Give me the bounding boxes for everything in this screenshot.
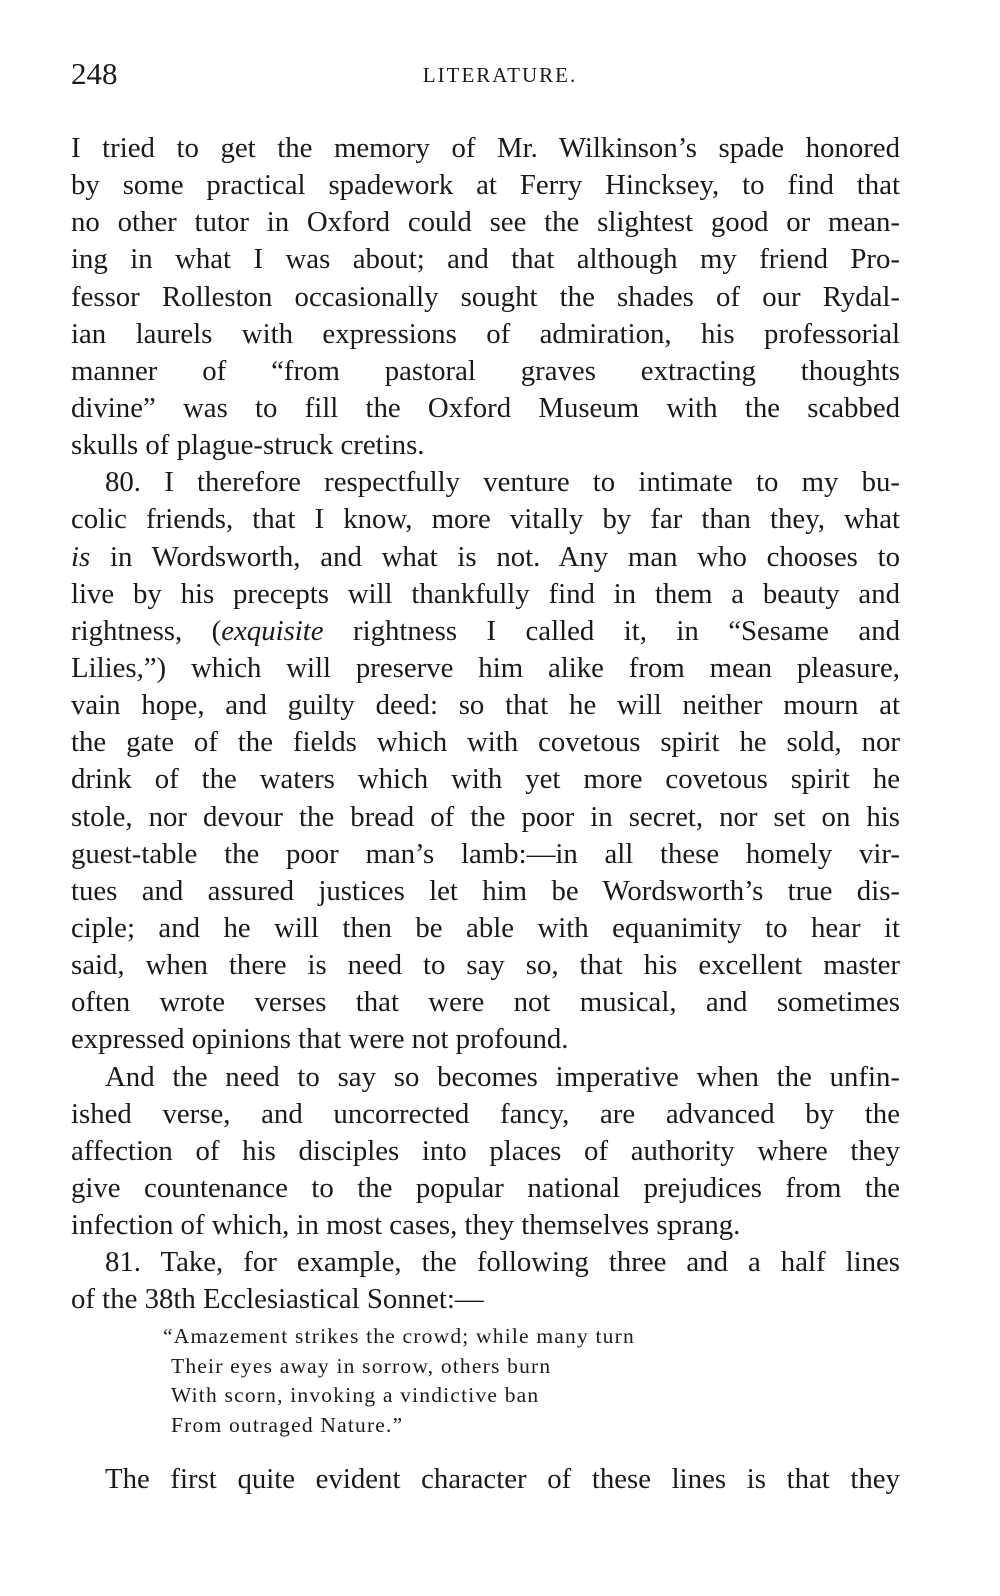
text-line: expressed opinions that were not profound. <box>71 1023 569 1056</box>
text-line: live by his precepts will thankfully find in them a beauty and <box>71 577 900 610</box>
page-header <box>0 56 1000 96</box>
text-line: guest-table the poor man’s lamb:—in all these homely vir- <box>71 837 900 870</box>
text-line: The first quite evident character of these lines is that they <box>105 1463 900 1495</box>
text-line: no other tutor in Oxford could see the slightest good or mean- <box>71 206 900 239</box>
quote-line: “Amazement strikes the crowd; while many turn <box>163 1324 635 1348</box>
text-line: stole, nor devour the bread of the poor in secret, nor set on his <box>71 800 900 833</box>
quote-line: With scorn, invoking a vindictive ban <box>171 1383 540 1407</box>
text-line: infection of which, in most cases, they themselves sprang. <box>71 1209 741 1242</box>
sonnet-quotation <box>163 1322 831 1440</box>
text-line: 81. Take, for example, the following three and a half lines <box>105 1246 900 1279</box>
text-line: often wrote verses that were not musical, and sometimes <box>71 986 900 1019</box>
text-line: colic friends, that I know, more vitally by far than they, what <box>71 503 900 536</box>
italic-word: is <box>71 540 91 573</box>
text-line: ished verse, and uncorrected fancy, are advanced by the <box>71 1097 900 1130</box>
text-line: said, when there is need to say so, that his excellent master <box>71 949 900 982</box>
paragraph-need <box>71 1059 900 1245</box>
paragraph-81 <box>71 1244 900 1318</box>
text-line: fessor Rolleston occasionally sought the shades of our Rydal- <box>71 280 900 313</box>
quote-line: From outraged Nature.” <box>171 1412 404 1437</box>
text-line: affection of his disciples into places of authority where they <box>71 1134 900 1167</box>
text-line: ciple; and he will then be able with equanimity to hear it <box>71 911 900 944</box>
text-line: I tried to get the memory of Mr. Wilkinson’s spade honored <box>71 132 900 164</box>
paragraph-continuation <box>71 130 900 464</box>
text-fragment: rightness, ( <box>71 614 222 647</box>
text-line: ing in what I was about; and that although my friend Pro- <box>71 243 900 276</box>
quote-line: Their eyes away in sorrow, others burn <box>171 1353 552 1378</box>
paragraph-80 <box>71 464 900 1058</box>
closing-paragraph <box>71 1461 900 1498</box>
text-line: manner of “from pastoral graves extracting thoughts <box>71 354 900 387</box>
text-fragment: rightness I called it, in “Sesame and <box>323 614 900 647</box>
text-line: tues and assured justices let him be Wordsworth’s true dis- <box>71 874 900 907</box>
italic-word: exquisite <box>221 614 324 647</box>
text-line: vain hope, and guilty deed: so that he will neither mourn at <box>71 689 900 722</box>
text-line: divine” was to fill the Oxford Museum with the scabbed <box>71 391 900 424</box>
text-line: drink of the waters which with yet more covetous spirit he <box>71 763 900 796</box>
text-line: skulls of plague-struck cretins. <box>71 429 425 462</box>
text-line: ian laurels with expressions of admiration, his professorial <box>71 317 900 350</box>
text-fragment: in Wordsworth, and what is not. Any man who chooses to <box>90 540 900 573</box>
text-line <box>71 613 900 650</box>
text-line: the gate of the fields which with covetous spirit he sold, nor <box>71 726 900 759</box>
body-text <box>71 130 900 1319</box>
text-line <box>71 539 900 576</box>
text-line: Lilies,”) which will preserve him alike from mean pleasure, <box>71 651 900 684</box>
text-line: of the 38th Ecclesiastical Sonnet:— <box>71 1283 484 1316</box>
text-line: 80. I therefore respectfully venture to intimate to my bu- <box>105 466 900 499</box>
text-line: by some practical spadework at Ferry Hincksey, to find that <box>71 169 900 202</box>
text-line: And the need to say so becomes imperative when the unfin- <box>105 1060 900 1093</box>
text-line: give countenance to the popular national prejudices from the <box>71 1171 900 1204</box>
page-number: 248 <box>71 56 118 91</box>
running-head: LITERATURE. <box>422 63 578 87</box>
